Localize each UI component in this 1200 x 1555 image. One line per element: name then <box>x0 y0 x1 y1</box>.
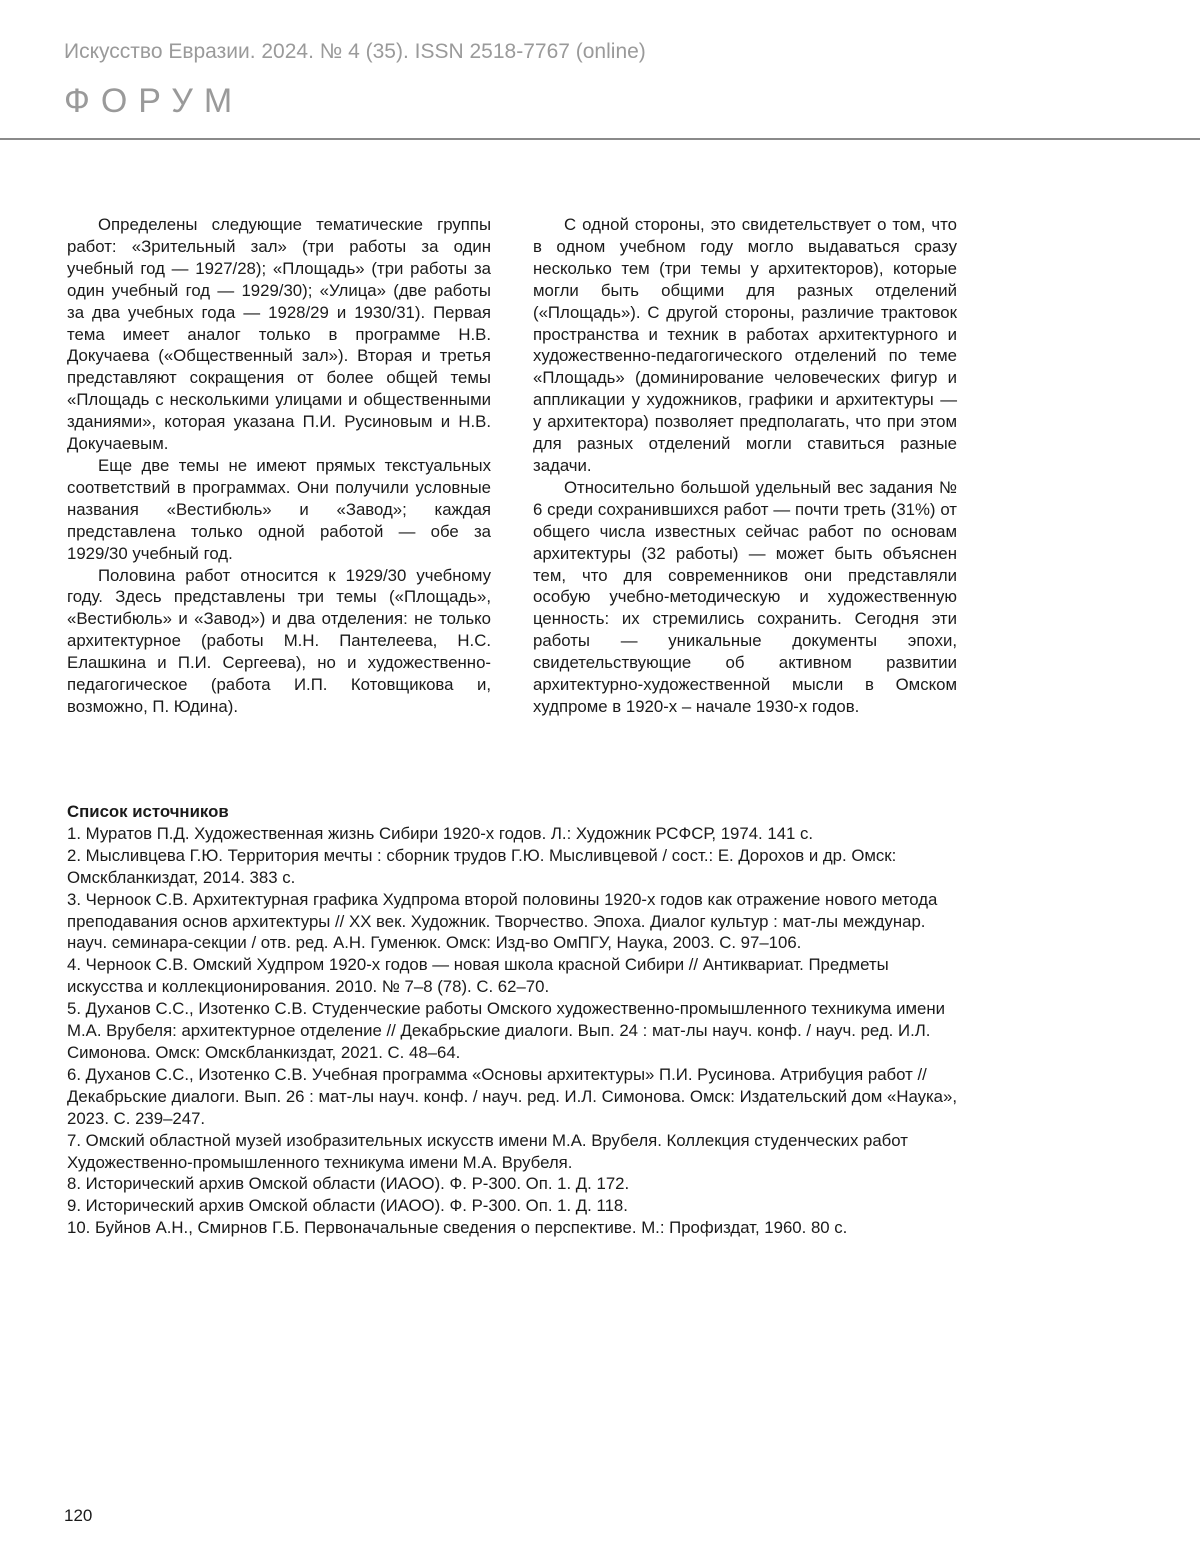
reference-item: 6. Духанов С.С., Изотенко С.В. Учебная программа «Основы архитектуры» П.И. Русинова. Атрибуция работ // Декабрьские диалоги. Вып. 26 : мат-лы науч. конф. / науч. ред. И.Л. Симонова. Омск: Издательский дом «Наука», 2023. С. 239–247. <box>67 1064 958 1128</box>
reference-item: 3. Черноок С.В. Архитектурная графика Худпрома второй половины 1920-х годов как отражение нового метода преподавания основ архитектуры // XX век. Художник. Творчество. Эпоха. Диалог культур : мат-лы междунар. науч. семинара-секции / отв. ред. А.Н. Гуменюк. Омск: Изд-во ОмПГУ, Наука, 2003. С. 97–106. <box>67 889 938 953</box>
paragraph: Половина работ относится к 1929/30 учебному году. Здесь представлены три темы («Площадь», «Вестибюль» и «Завод») и два отделения: не только архитектурное (работы М.Н. Пантелеева, Н.С. Елашкина и П.И. Сергеева), но и художественно-педагогическое (работа И.П. Котовщикова и, возможно, П. Юдина). <box>67 565 491 716</box>
reference-item: 2. Мысливцева Г.Ю. Территория мечты : сборник трудов Г.Ю. Мысливцевой / сост.: Е. Дорохов и др. Омск: Омскбланкиздат, 2014. 383 с. <box>67 845 897 887</box>
references-title: Список источников <box>67 802 229 821</box>
journal-title: Искусство Евразии. 2024. № 4 (35). ISSN 2518-7767 (online) <box>64 40 646 63</box>
reference-item: 8. Исторический архив Омской области (ИАОО). Ф. Р-300. Оп. 1. Д. 172. <box>67 1174 630 1194</box>
left-column <box>67 214 491 718</box>
paragraph: Еще две темы не имеют прямых текстуальных соответствий в программах. Они получили условные названия «Вестибюль» и «Завод»; каждая представлена только одной работой — обе за 1929/30 учебный год. <box>67 455 491 563</box>
right-column <box>533 214 957 718</box>
reference-item: 5. Духанов С.С., Изотенко С.В. Студенческие работы Омского художественно-промышленного техникума имени М.А. Врубеля: архитектурное отделение // Декабрьские диалоги. Вып. 24 : мат-лы науч. конф. / науч. ред. И.Л. Симонова. Омск: Омскбланкиздат, 2021. С. 48–64. <box>67 999 945 1062</box>
paragraph: Определены следующие тематические группы работ: «Зрительный зал» (три работы за один учебный год — 1927/28); «Площадь» (три работы за один учебный год — 1929/30); «Улица» (две работы за два учебных года — 1928/29 и 1930/31). Первая тема имеет аналог только в программе Н.В. Докучаева («Общественный зал»). Вторая и третья представляют сокращения от более общей темы «Площадь с несколькими улицами и общественными зданиями», которая указана П.И. Русиновым и Н.В. Докучаевым. <box>67 215 491 454</box>
reference-item: 9. Исторический архив Омской области (ИАОО). Ф. Р-300. Оп. 1. Д. 118. <box>67 1196 628 1216</box>
reference-item: 1. Муратов П.Д. Художественная жизнь Сибири 1920-х годов. Л.: Художник РСФСР, 1974. 141 с. <box>67 823 814 843</box>
reference-item: 7. Омский областной музей изобразительных искусств имени М.А. Врубеля. Коллекция студенческих работ Художественно-промышленного техникума имени М.А. Врубеля. <box>67 1130 908 1172</box>
reference-item: 10. Буйнов А.Н., Смирнов Г.Б. Первоначальные сведения о перспективе. М.: Профиздат, 1960. 80 с. <box>67 1218 848 1238</box>
section-title: ФОРУМ <box>64 82 244 120</box>
page-header <box>0 0 1200 140</box>
paragraph: С одной стороны, это свидетельствует о том, что в одном учебном году могло выдаваться сразу несколько тем (три темы у архитекторов), которые могли быть общими для разных отделений («Площадь»). С другой стороны, различие трактовок пространства и техник в работах архитектурного и художественно-педагогического отделений по теме «Площадь» (доминирование человеческих фигур и аппликации у художников, графики и архитектуры — у архитектора) позволяет предполагать, что при этом для разных отделений могли ставиться разные задачи. <box>533 215 957 475</box>
reference-item: 4. Черноок С.В. Омский Худпром 1920-х годов — новая школа красной Сибири // Антиквариат. Предметы искусства и коллекционирования. 2010. № 7–8 (78). С. 62–70. <box>67 955 889 997</box>
references-section <box>67 801 967 1239</box>
paragraph: Относительно большой удельный вес задания № 6 среди сохранившихся работ — почти треть (31%) от общего числа известных сейчас работ по основам архитектуры (32 работы) — может быть объяснен тем, что для современников они представляли особую учебно-методическую и художественную ценность: их стремились сохранить. Сегодня эти работы — уникальные документы эпохи, свидетельствующие об активном развитии архитектурно-художественной мысли в Омском худпроме в 1920-х – начале 1930-х годов. <box>533 477 957 716</box>
page-number: 120 <box>64 1506 93 1525</box>
